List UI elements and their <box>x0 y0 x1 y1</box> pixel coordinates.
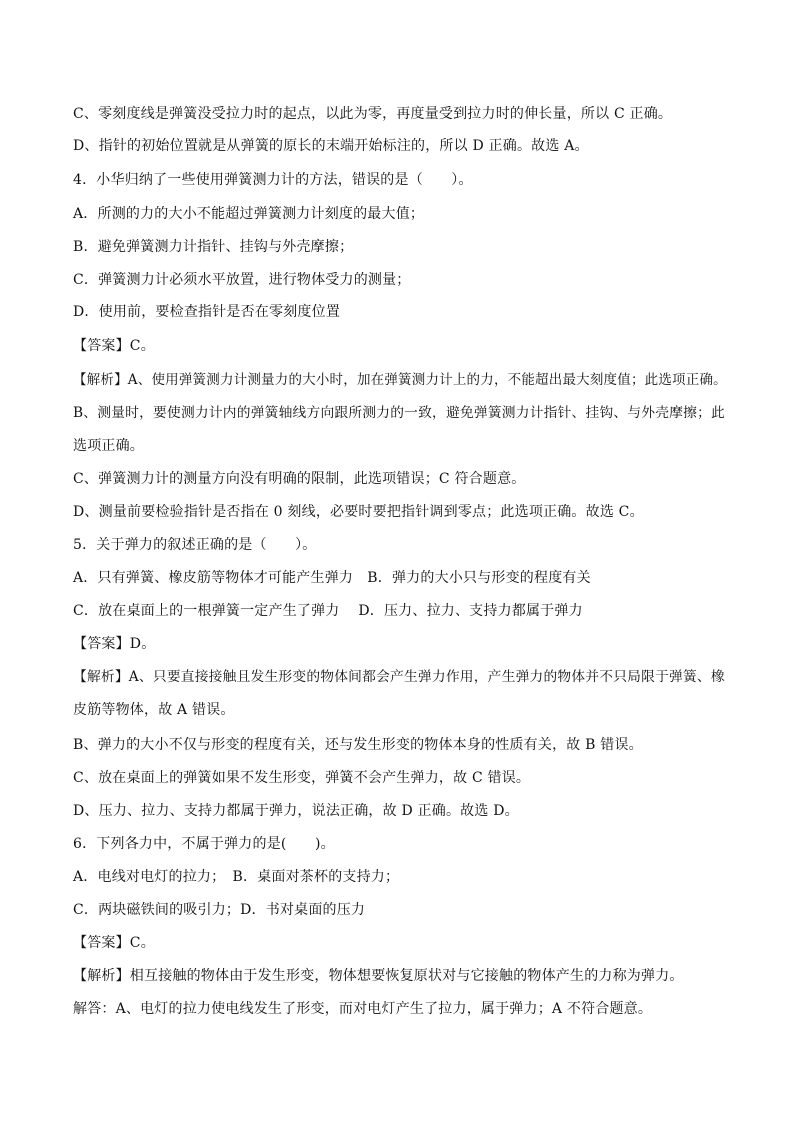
option-d: D．使用前，要检查指针是否在零刻度位置 <box>73 304 341 320</box>
options-ab: A．只有弹簧、橡皮筋等物体才可能产生弹力 B．弹力的大小只与形变的程度有关 <box>73 570 591 586</box>
options-ab: A．电线对电灯的拉力； B．桌面对茶杯的支持力； <box>73 869 400 885</box>
text-line: B、测量时，要使测力计内的弹簧轴线方向跟所测力的一致，避免弹簧测力计指针、挂钩、与外壳摩擦；此 <box>73 405 726 421</box>
text-line: 皮筋等物体，故 A 错误。 <box>73 702 235 718</box>
question-6: 6．下列各力中，不属于弹力的是( )。 <box>73 836 335 852</box>
analysis-4: 【解析】A、使用弹簧测力计测量力的大小时，加在弹簧测力计上的力，不能超出最大刻度值；此选项正确。 <box>73 372 727 388</box>
options-cd: C．两块磁铁间的吸引力；D．书对桌面的压力 <box>73 902 366 918</box>
text-line: D、指针的初始位置就是从弹簧的原长的末端开始标注的，所以 D 正确。故选 A。 <box>73 138 589 154</box>
text-line: C、弹簧测力计的测量方向没有明确的限制，此选项错误；C 符合题意。 <box>73 471 526 487</box>
option-c: C．弹簧测力计必须水平放置，进行物体受力的测量； <box>73 272 411 288</box>
option-a: A．所测的力的大小不能超过弹簧测力计刻度的最大值； <box>73 206 425 222</box>
text-line: C、放在桌面上的弹簧如果不发生形变，弹簧不会产生弹力，故 C 错误。 <box>73 770 531 786</box>
text-line: C、零刻度线是弹簧没受拉力时的起点，以此为零，再度量受到拉力时的伸长量，所以 C 正确。 <box>73 106 673 122</box>
answer-5: 【答案】D。 <box>73 636 156 652</box>
text-line: 选项正确。 <box>73 438 144 454</box>
analysis-5: 【解析】A、只要直接接触且发生形变的物体间都会产生弹力作用，产生弹力的物体并不只局限于弹簧、橡 <box>73 669 725 685</box>
options-cd: C．放在桌面上的一根弹簧一定产生了弹力 D．压力、拉力、支持力都属于弹力 <box>73 603 583 619</box>
text-line: 解答：A、电灯的拉力使电线发生了形变，而对电灯产生了拉力，属于弹力；A 不符合题意。 <box>73 1001 653 1017</box>
question-5: 5．关于弹力的叙述正确的是（ ）。 <box>73 537 317 553</box>
question-4: 4．小华归纳了一些使用弹簧测力计的方法，错误的是（ ）。 <box>73 172 473 188</box>
text-line: B、弹力的大小不仅与形变的程度有关，还与发生形变的物体本身的性质有关，故 B 错误。 <box>73 737 643 753</box>
text-line: D、压力、拉力、支持力都属于弹力，说法正确，故 D 正确。故选 D。 <box>73 803 519 819</box>
answer-4: 【答案】C。 <box>73 338 155 354</box>
analysis-6: 【解析】相互接触的物体由于发生形变，物体想要恢复原状对与它接触的物体产生的力称为弹力。 <box>73 968 684 984</box>
answer-6: 【答案】C。 <box>73 935 155 951</box>
option-b: B．避免弹簧测力计指针、挂钩与外壳摩擦； <box>73 239 354 255</box>
text-line: D、测量前要检验指针是否指在 0 刻线，必要时要把指针调到零点；此选项正确。故选 C。 <box>73 504 644 520</box>
